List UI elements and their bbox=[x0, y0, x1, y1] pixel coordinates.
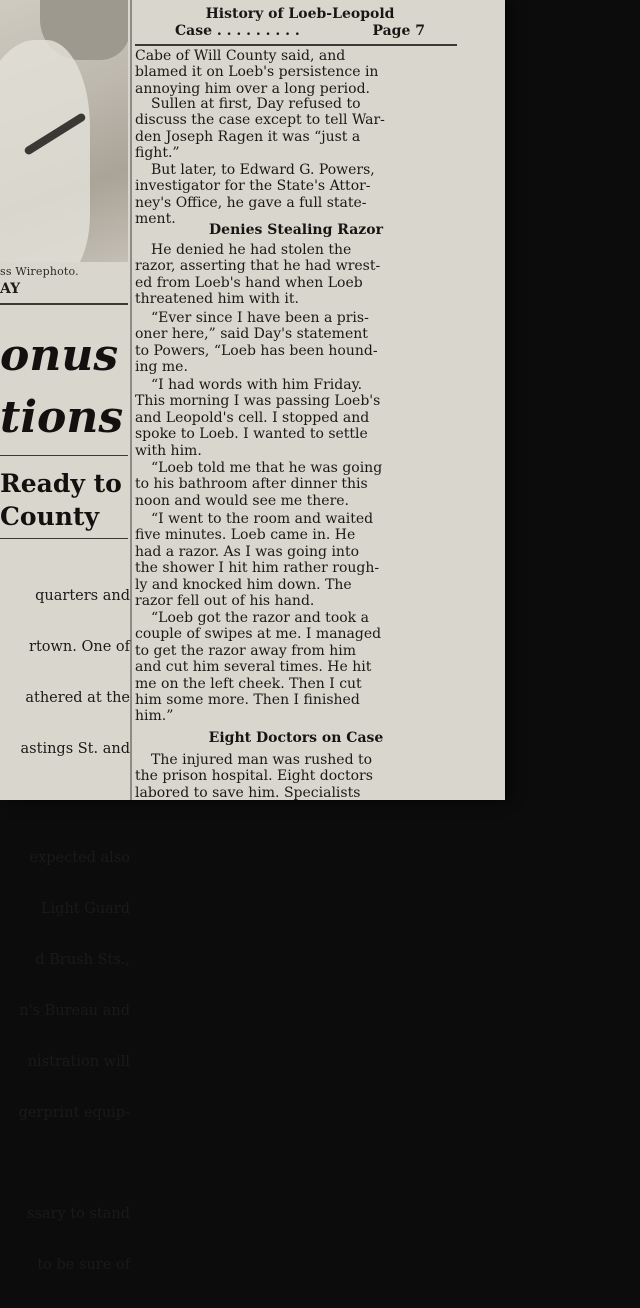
text-line: razor, asserting that he had wrest- bbox=[135, 258, 381, 275]
text-line: and Leopold's cell. I stopped and bbox=[135, 409, 370, 426]
paragraph-1 bbox=[135, 48, 457, 97]
text-line: investigator for the State's Attor- bbox=[135, 178, 371, 195]
text-line: ing me. bbox=[135, 359, 188, 376]
banner-case: Case . . . . . . . . . bbox=[175, 23, 300, 39]
text-line: razor fell out of his hand. bbox=[135, 593, 315, 610]
text-line: to get the razor away from him bbox=[135, 642, 357, 659]
text-line: “Ever since I have been a pris- bbox=[151, 310, 369, 326]
subhead-divider bbox=[0, 538, 128, 539]
left-text-line: Light Guard bbox=[40, 901, 130, 917]
paragraph-2 bbox=[135, 96, 457, 162]
text-line: him.” bbox=[135, 708, 174, 725]
text-line: The injured man was rushed to bbox=[151, 752, 373, 768]
subhead-eight-doctors: Eight Doctors on Case bbox=[208, 730, 384, 746]
text-line: with him. bbox=[135, 442, 202, 459]
left-text-line: ssary to stand bbox=[27, 1206, 130, 1222]
banner-line2 bbox=[175, 23, 425, 40]
continuation-banner bbox=[175, 6, 425, 40]
text-line: annoying him over a long period. bbox=[135, 80, 370, 97]
left-article-text bbox=[0, 554, 130, 1308]
text-line: discuss the case except to tell War- bbox=[135, 112, 385, 129]
left-text-line: d Brush Sts., bbox=[35, 952, 130, 968]
left-text-line: quarters and bbox=[35, 588, 130, 604]
left-text-line: astings St. and bbox=[20, 741, 130, 757]
photo-caption-label: AY bbox=[0, 281, 21, 297]
text-line: to his bathroom after dinner this bbox=[135, 476, 368, 493]
headline-divider bbox=[0, 455, 128, 456]
column-rule bbox=[130, 0, 132, 800]
text-line: the shower I hit him rather rough- bbox=[135, 560, 380, 577]
subhead-denies-stealing-razor: Denies Stealing Razor bbox=[209, 222, 383, 238]
text-line: He denied he had stolen the bbox=[151, 242, 352, 258]
text-line: ed from Loeb's hand when Loeb bbox=[135, 274, 363, 291]
left-text-line bbox=[0, 792, 130, 816]
left-text-line: n's Bureau and bbox=[19, 1003, 130, 1019]
text-line: den Joseph Ragen it was “just a bbox=[135, 128, 361, 145]
banner-title: History of Loeb-Leopold bbox=[205, 6, 395, 22]
paragraph-4 bbox=[135, 242, 457, 308]
left-subhead-line2: County bbox=[0, 502, 99, 531]
text-line: “Loeb got the razor and took a bbox=[151, 610, 369, 626]
text-line: ney's Office, he gave a full state- bbox=[135, 194, 367, 211]
photo-credit: ss Wirephoto. bbox=[0, 265, 79, 278]
text-line: “I went to the room and waited bbox=[151, 511, 374, 527]
text-line: ment. bbox=[135, 211, 176, 228]
left-text-line: gerprint equip- bbox=[18, 1105, 130, 1121]
photo-divider bbox=[0, 303, 128, 305]
paragraph-3 bbox=[135, 162, 457, 228]
text-line: and cut him several times. He hit bbox=[135, 659, 372, 676]
text-line: “Loeb told me that he was going bbox=[151, 460, 383, 476]
left-headline-line1: onus bbox=[0, 330, 119, 381]
paragraph-6 bbox=[135, 377, 457, 459]
text-line: to Powers, “Loeb has been hound- bbox=[135, 342, 378, 359]
text-line: oner here,” said Day's statement bbox=[135, 326, 368, 343]
paragraph-10 bbox=[135, 752, 457, 801]
left-headline-line2: tions bbox=[0, 392, 124, 443]
text-line: ly and knocked him down. The bbox=[135, 576, 352, 593]
left-subhead-line1: Ready to bbox=[0, 469, 122, 498]
text-line: “I had words with him Friday. bbox=[151, 377, 363, 393]
text-line: fight.” bbox=[135, 145, 180, 162]
text-line: the prison hospital. Eight doctors bbox=[135, 768, 373, 785]
text-line: This morning I was passing Loeb's bbox=[135, 393, 381, 410]
paragraph-5 bbox=[135, 310, 457, 376]
banner-page: Page 7 bbox=[372, 23, 425, 39]
paragraph-7 bbox=[135, 460, 457, 509]
text-line: couple of swipes at me. I managed bbox=[135, 626, 382, 643]
text-line: labored to save him. Specialists bbox=[135, 784, 361, 801]
banner-divider bbox=[135, 44, 457, 46]
text-line: five minutes. Loeb came in. He bbox=[135, 527, 356, 544]
photo-figure-shape bbox=[0, 40, 90, 262]
left-text-line: to be sure of bbox=[37, 1257, 130, 1273]
paragraph-8 bbox=[135, 511, 457, 609]
left-text-line bbox=[0, 1156, 130, 1172]
text-line: Cabe of Will County said, and bbox=[135, 48, 346, 64]
paragraph-9 bbox=[135, 610, 457, 725]
text-line: had a razor. As I was going into bbox=[135, 543, 360, 560]
text-line: him some more. Then I finished bbox=[135, 692, 360, 709]
left-text-line: athered at the bbox=[25, 690, 130, 706]
news-photo bbox=[0, 0, 128, 262]
text-line: But later, to Edward G. Powers, bbox=[151, 162, 375, 178]
text-line: spoke to Loeb. I wanted to settle bbox=[135, 426, 368, 443]
left-text-line: expected also bbox=[29, 850, 130, 866]
text-line: blamed it on Loeb's persistence in bbox=[135, 64, 379, 81]
left-text-line: rtown. One of bbox=[29, 639, 130, 655]
text-line: threatened him with it. bbox=[135, 291, 299, 308]
left-text-line: nistration will bbox=[27, 1054, 130, 1070]
text-line: noon and would see me there. bbox=[135, 492, 350, 509]
text-line: Sullen at first, Day refused to bbox=[151, 96, 361, 112]
text-line: me on the left cheek. Then I cut bbox=[135, 675, 362, 692]
